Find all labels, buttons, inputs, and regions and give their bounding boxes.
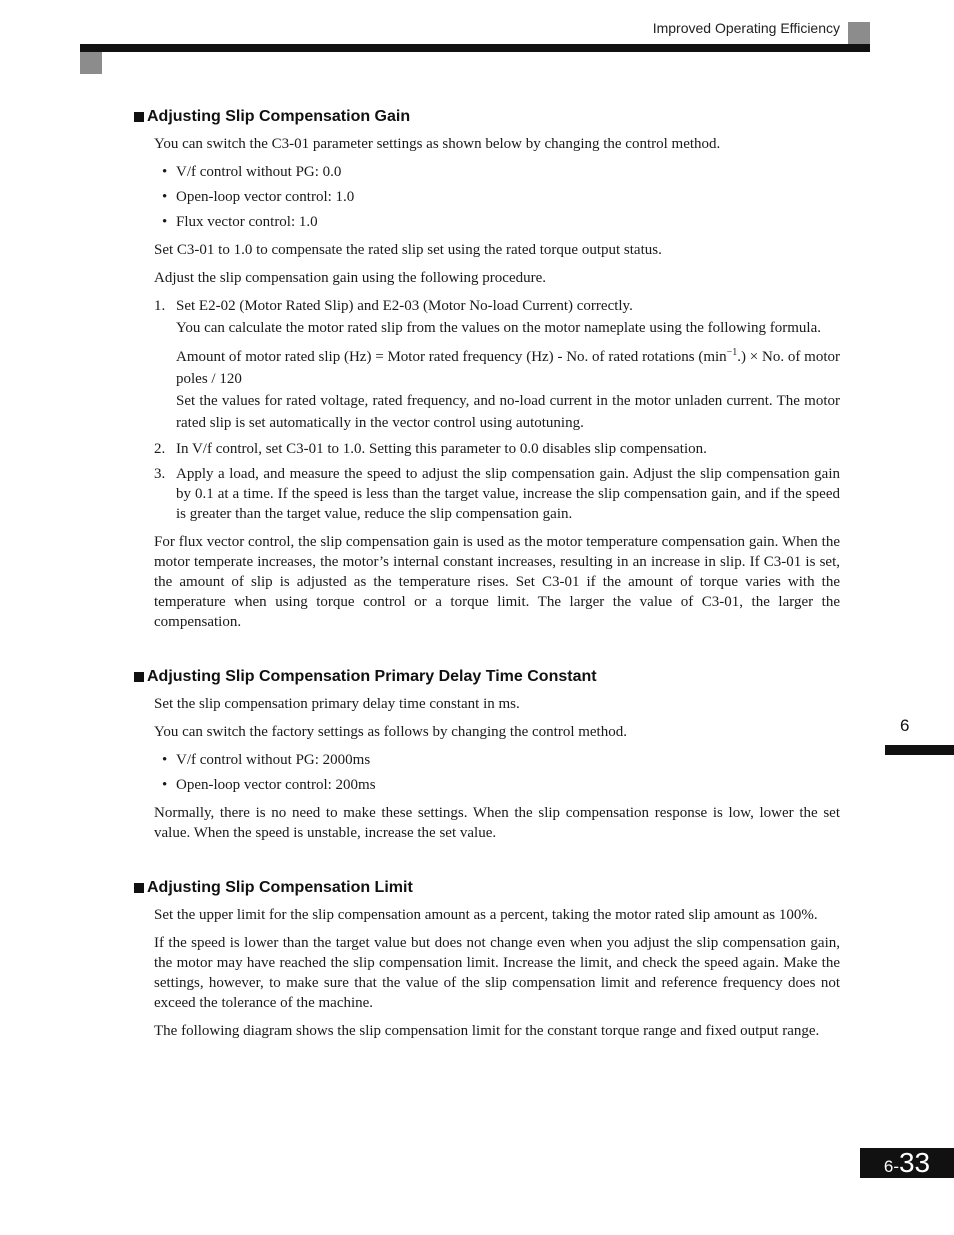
header-title: Improved Operating Efficiency: [652, 20, 840, 36]
step-text: Set E2-02 (Motor Rated Slip) and E2-03 (Motor No-load Current) correctly.: [176, 298, 633, 314]
step-number: 2.: [154, 441, 166, 457]
heading-square-icon: [134, 112, 144, 122]
heading-square-icon: [134, 672, 144, 682]
step-text: Apply a load, and measure the speed to adjust the slip compensation gain. Adjust the slip compensation gain by 0.1 at a time. If the speed is less than the target value, increase the slip compensation gain, and if the speed is greater than the target value, reduce the slip compensation gain.: [176, 466, 840, 522]
step-detail: You can calculate the motor rated slip from the values on the motor nameplate using the following formula.: [176, 320, 821, 336]
section-primary-delay: [147, 668, 840, 843]
step-text: In V/f control, set C3-01 to 1.0. Setting this parameter to 0.0 disables slip compensation.: [176, 441, 707, 457]
list-item: • Open-loop vector control: 1.0: [154, 187, 840, 207]
procedure-step: [154, 464, 840, 524]
paragraph: You can switch the factory settings as follows by changing the control method.: [154, 724, 627, 740]
page-content: [147, 108, 840, 1049]
paragraph: Adjust the slip compensation gain using the following procedure.: [154, 270, 547, 286]
header-rule: [80, 44, 870, 52]
formula-part: .) × No. of motor poles / 120: [176, 349, 840, 387]
section-heading: [134, 668, 840, 686]
section-heading: [134, 108, 840, 126]
section-slip-limit: [147, 879, 840, 1041]
chapter-side-tab: 6: [900, 716, 910, 735]
paragraph: Set the slip compensation primary delay time constant in ms.: [154, 696, 520, 712]
heading-text: Adjusting Slip Compensation Primary Delay Time Constant: [147, 668, 597, 685]
paragraph: The following diagram shows the slip compensation limit for the constant torque range and fixed output range.: [154, 1023, 820, 1039]
paragraph: Set the upper limit for the slip compensation amount as a percent, taking the motor rated slip amount as 100%.: [154, 907, 818, 923]
section-slip-gain: [147, 108, 840, 632]
paragraph: Normally, there is no need to make these settings. When the slip compensation response is low, lower the set value. When the speed is unstable, increase the set value.: [154, 805, 840, 841]
page-number-chapter: 6-: [883, 1157, 899, 1176]
list-item: • Flux vector control: 1.0: [154, 212, 840, 232]
procedure-steps: [154, 296, 840, 524]
formula-exponent: −1: [726, 347, 738, 358]
chapter-side-bar: [885, 745, 954, 755]
section-heading: [134, 879, 840, 897]
step-number: 3.: [154, 466, 166, 482]
procedure-step: [154, 296, 840, 434]
heading-square-icon: [134, 883, 144, 893]
paragraph: If the speed is lower than the target value but does not change even when you adjust the slip compensation gain, the motor may have reached the slip compensation limit. Increase the limit, and check the speed again. Make the settings, however, to make sure that the value of the slip compensation limit and reference frequency does not exceed the tolerance of the machine.: [154, 935, 840, 1011]
list-item: • V/f control without PG: 0.0: [154, 162, 840, 182]
procedure-step: [154, 439, 840, 459]
formula: [176, 342, 840, 390]
header-marker-right: [848, 22, 870, 44]
page-number-value: 33: [898, 1147, 931, 1178]
formula-part: Amount of motor rated slip (Hz) = Motor rated frequency (Hz) - No. of rated rotations (min: [176, 349, 727, 365]
heading-text: Adjusting Slip Compensation Gain: [147, 108, 411, 125]
heading-text: Adjusting Slip Compensation Limit: [147, 879, 413, 896]
paragraph: You can switch the C3-01 parameter settings as shown below by changing the control method.: [154, 136, 721, 152]
bullet-list: [154, 162, 840, 232]
list-item: • V/f control without PG: 2000ms: [154, 750, 840, 770]
list-item: • Open-loop vector control: 200ms: [154, 775, 840, 795]
paragraph: Set C3-01 to 1.0 to compensate the rated slip set using the rated torque output status.: [154, 242, 662, 258]
bullet-list: [154, 750, 840, 795]
step-number: 1.: [154, 298, 166, 314]
header-marker-left: [80, 52, 102, 74]
step-detail: Set the values for rated voltage, rated frequency, and no-load current in the motor unladen current. The motor rated slip is set automatically in the vector control using autotuning.: [176, 393, 840, 431]
paragraph: For flux vector control, the slip compensation gain is used as the motor temperature compensation gain. When the motor temperate increases, the motor’s internal constant increases, resulting in an increase in slip. If C3-01 is set, the amount of slip is adjusted as the temperature rises. Set C3-01 if the amount of torque varies with the temperature when using torque control or a torque limit. The larger the value of C3-01, the larger the compensation.: [154, 534, 840, 630]
page-number: [860, 1148, 954, 1178]
